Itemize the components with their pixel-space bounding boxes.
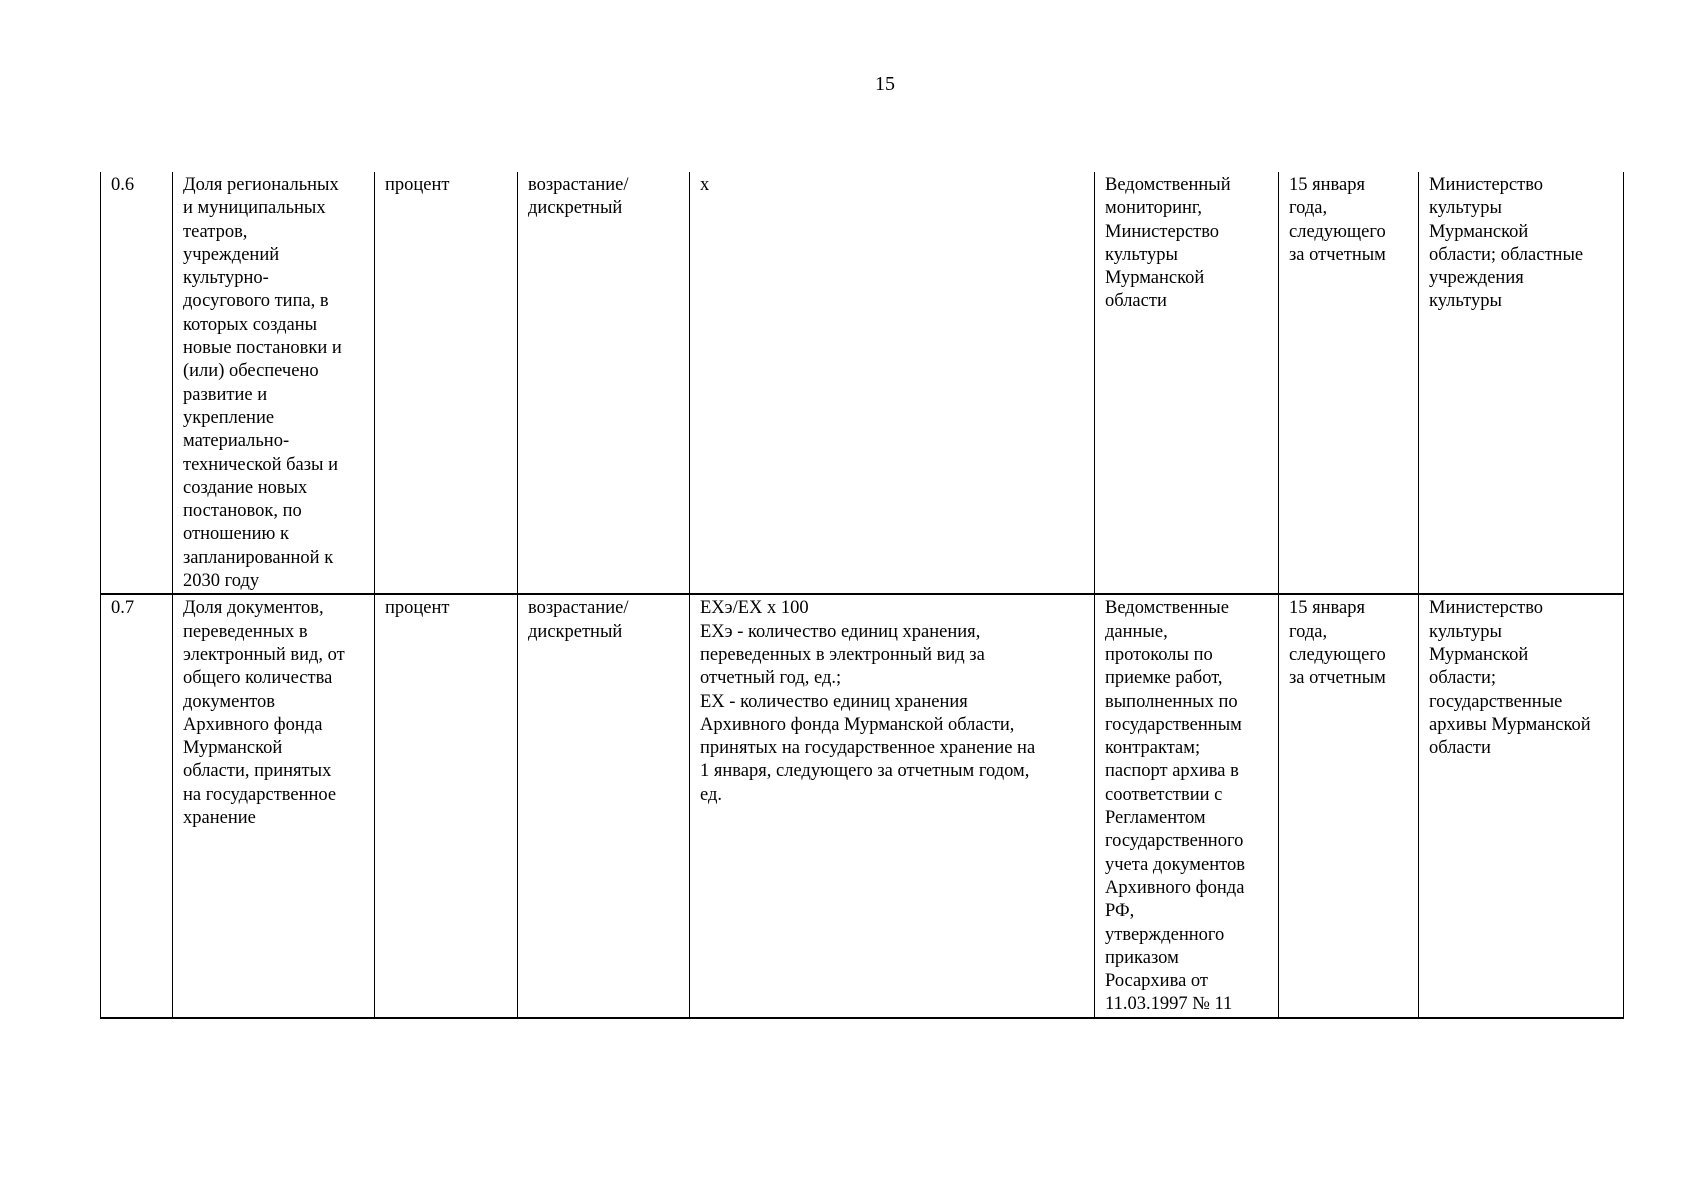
cell-text-line: хранение [183,808,256,829]
cell-text-line: новые постановки и [183,338,342,359]
cell-text-line: 15 января [1289,175,1365,195]
cell-text-line: отчетный год, ед.; [700,668,842,689]
cell-responsible [1419,594,1624,1017]
cell-text-line: Министерство [1105,221,1220,242]
cell-text-line: возрастание/ [528,598,629,619]
table-row [101,594,1624,1017]
cell-responsible [1419,172,1624,594]
cell-text-line: отношению к [183,524,289,545]
cell-text-line: 2030 году [183,571,260,592]
cell-text-line: области [1105,291,1167,312]
cell-text-line: области [1429,738,1491,759]
cell-text-line: которых созданы [183,314,318,335]
cell-text: 0.6 [111,175,135,195]
cell-text: процент [385,598,450,619]
cell-text-line: (или) обеспечено [183,361,319,382]
cell-text-line: материально- [183,431,290,452]
cell-text-line: Мурманской [1429,644,1529,665]
cell-text-line: года, [1289,198,1328,219]
cell-text-line: укрепление [183,407,275,428]
cell-indicator-name [173,172,375,594]
cell-text-line: следующего [1289,221,1386,242]
cell-text-line: Регламентом [1105,808,1206,829]
table-row [101,172,1624,594]
cell-text-line: запланированной к [183,547,334,568]
cell-text-line: и муниципальных [183,198,326,219]
page-number: 15 [875,73,895,95]
cell-text-line: 1 января, следующего за отчетным годом, [700,761,1030,782]
cell-unit [375,594,518,1017]
cell-text-line: учета документов [1105,854,1245,875]
cell-text-line: технической базы и [183,454,339,475]
cell-text-line: создание новых [183,477,308,498]
cell-text-line: возрастание/ [528,175,629,195]
cell-trend-type [518,594,690,1017]
cell-text-line: государственным [1105,714,1242,735]
cell-text-line: переведенных в [183,621,308,642]
cell-text-line: паспорт архива в [1105,761,1239,782]
cell-text-line: области; [1429,668,1496,689]
cell-number [101,594,173,1017]
cell-text-line: культуры [1429,198,1502,219]
cell-text-line: ЕХэ/ЕХ х 100 [700,598,809,619]
cell-text-line: Мурманской [183,738,283,759]
cell-text-line: постановок, по [183,501,302,522]
cell-text-line: приказом [1105,947,1179,968]
cell-text-line: государственные [1429,691,1563,712]
cell-text-line: культуры [1429,621,1502,642]
cell-text-line: архивы Мурманской [1429,714,1591,735]
cell-text-line: Архивного фонда Мурманской области, [700,714,1015,735]
cell-text-line: за отчетным [1289,244,1386,265]
cell-data-source [1095,172,1279,594]
cell-text-line: 15 января [1289,598,1365,619]
cell-text-line: Росархива от [1105,971,1209,992]
cell-text-line: соответствии с [1105,784,1223,805]
cell-text-line: документов [183,691,276,712]
cell-deadline [1279,594,1419,1017]
cell-unit [375,172,518,594]
cell-text-line: мониторинг, [1105,198,1203,219]
cell-text-line: досугового типа, в [183,291,329,312]
cell-text-line: х [700,175,710,195]
cell-text-line: 11.03.1997 № 11 [1105,994,1233,1015]
cell-text-line: ЕХэ - количество единиц хранения, [700,621,981,642]
cell-text-line: Мурманской [1429,221,1529,242]
cell-text-line: года, [1289,621,1328,642]
cell-text-line: государственного [1105,831,1244,852]
cell-indicator-name [173,594,375,1017]
cell-calculation-method [690,172,1095,594]
cell-text-line: культуры [1105,244,1178,265]
cell-trend-type [518,172,690,594]
cell-text-line: приемке работ, [1105,668,1223,689]
cell-text-line: переведенных в электронный вид за [700,644,985,665]
cell-text-line: культурно- [183,268,269,289]
cell-text-line: культуры [1429,291,1502,312]
cell-text-line: электронный вид, от [183,644,345,665]
cell-text-line: учреждения [1429,268,1524,289]
cell-text-line: Доля региональных [183,175,339,195]
indicators-table-container [100,172,1623,1019]
cell-text-line: Мурманской [1105,268,1205,289]
cell-text-line: области, принятых [183,761,332,782]
table-body [101,172,1624,1018]
cell-text-line: принятых на государственное хранение на [700,738,1036,759]
cell-deadline [1279,172,1419,594]
cell-text-line: Доля документов, [183,598,324,619]
indicators-table [100,172,1624,1019]
cell-text-line: Министерство [1429,598,1544,619]
cell-text-line: театров, [183,221,248,242]
cell-text-line: данные, [1105,621,1168,642]
cell-text-line: выполненных по [1105,691,1238,712]
cell-text-line: области; областные [1429,244,1584,265]
cell-text-line: за отчетным [1289,668,1386,689]
cell-text-line: развитие и [183,384,268,405]
cell-text-line: ед. [700,784,723,805]
cell-text-line: протоколы по [1105,644,1213,665]
cell-text-line: дискретный [528,621,623,642]
cell-text-line: следующего [1289,644,1386,665]
cell-text-line: Министерство [1429,175,1544,195]
cell-data-source [1095,594,1279,1017]
cell-text-line: утвержденного [1105,924,1225,945]
cell-text-line: РФ, [1105,901,1135,922]
cell-text-line: Ведомственные [1105,598,1229,619]
cell-text-line: Архивного фонда [183,714,323,735]
cell-text: 0.7 [111,598,135,619]
cell-number [101,172,173,594]
cell-calculation-method [690,594,1095,1017]
cell-text-line: дискретный [528,198,623,219]
cell-text: процент [385,175,450,195]
cell-text-line: на государственное [183,784,337,805]
cell-text-line: Ведомственный [1105,175,1231,195]
cell-text-line: ЕХ - количество единиц хранения [700,691,968,712]
cell-text-line: общего количества [183,668,333,689]
cell-text-line: учреждений [183,244,280,265]
cell-text-line: контрактам; [1105,738,1201,759]
cell-text-line: Архивного фонда [1105,877,1245,898]
